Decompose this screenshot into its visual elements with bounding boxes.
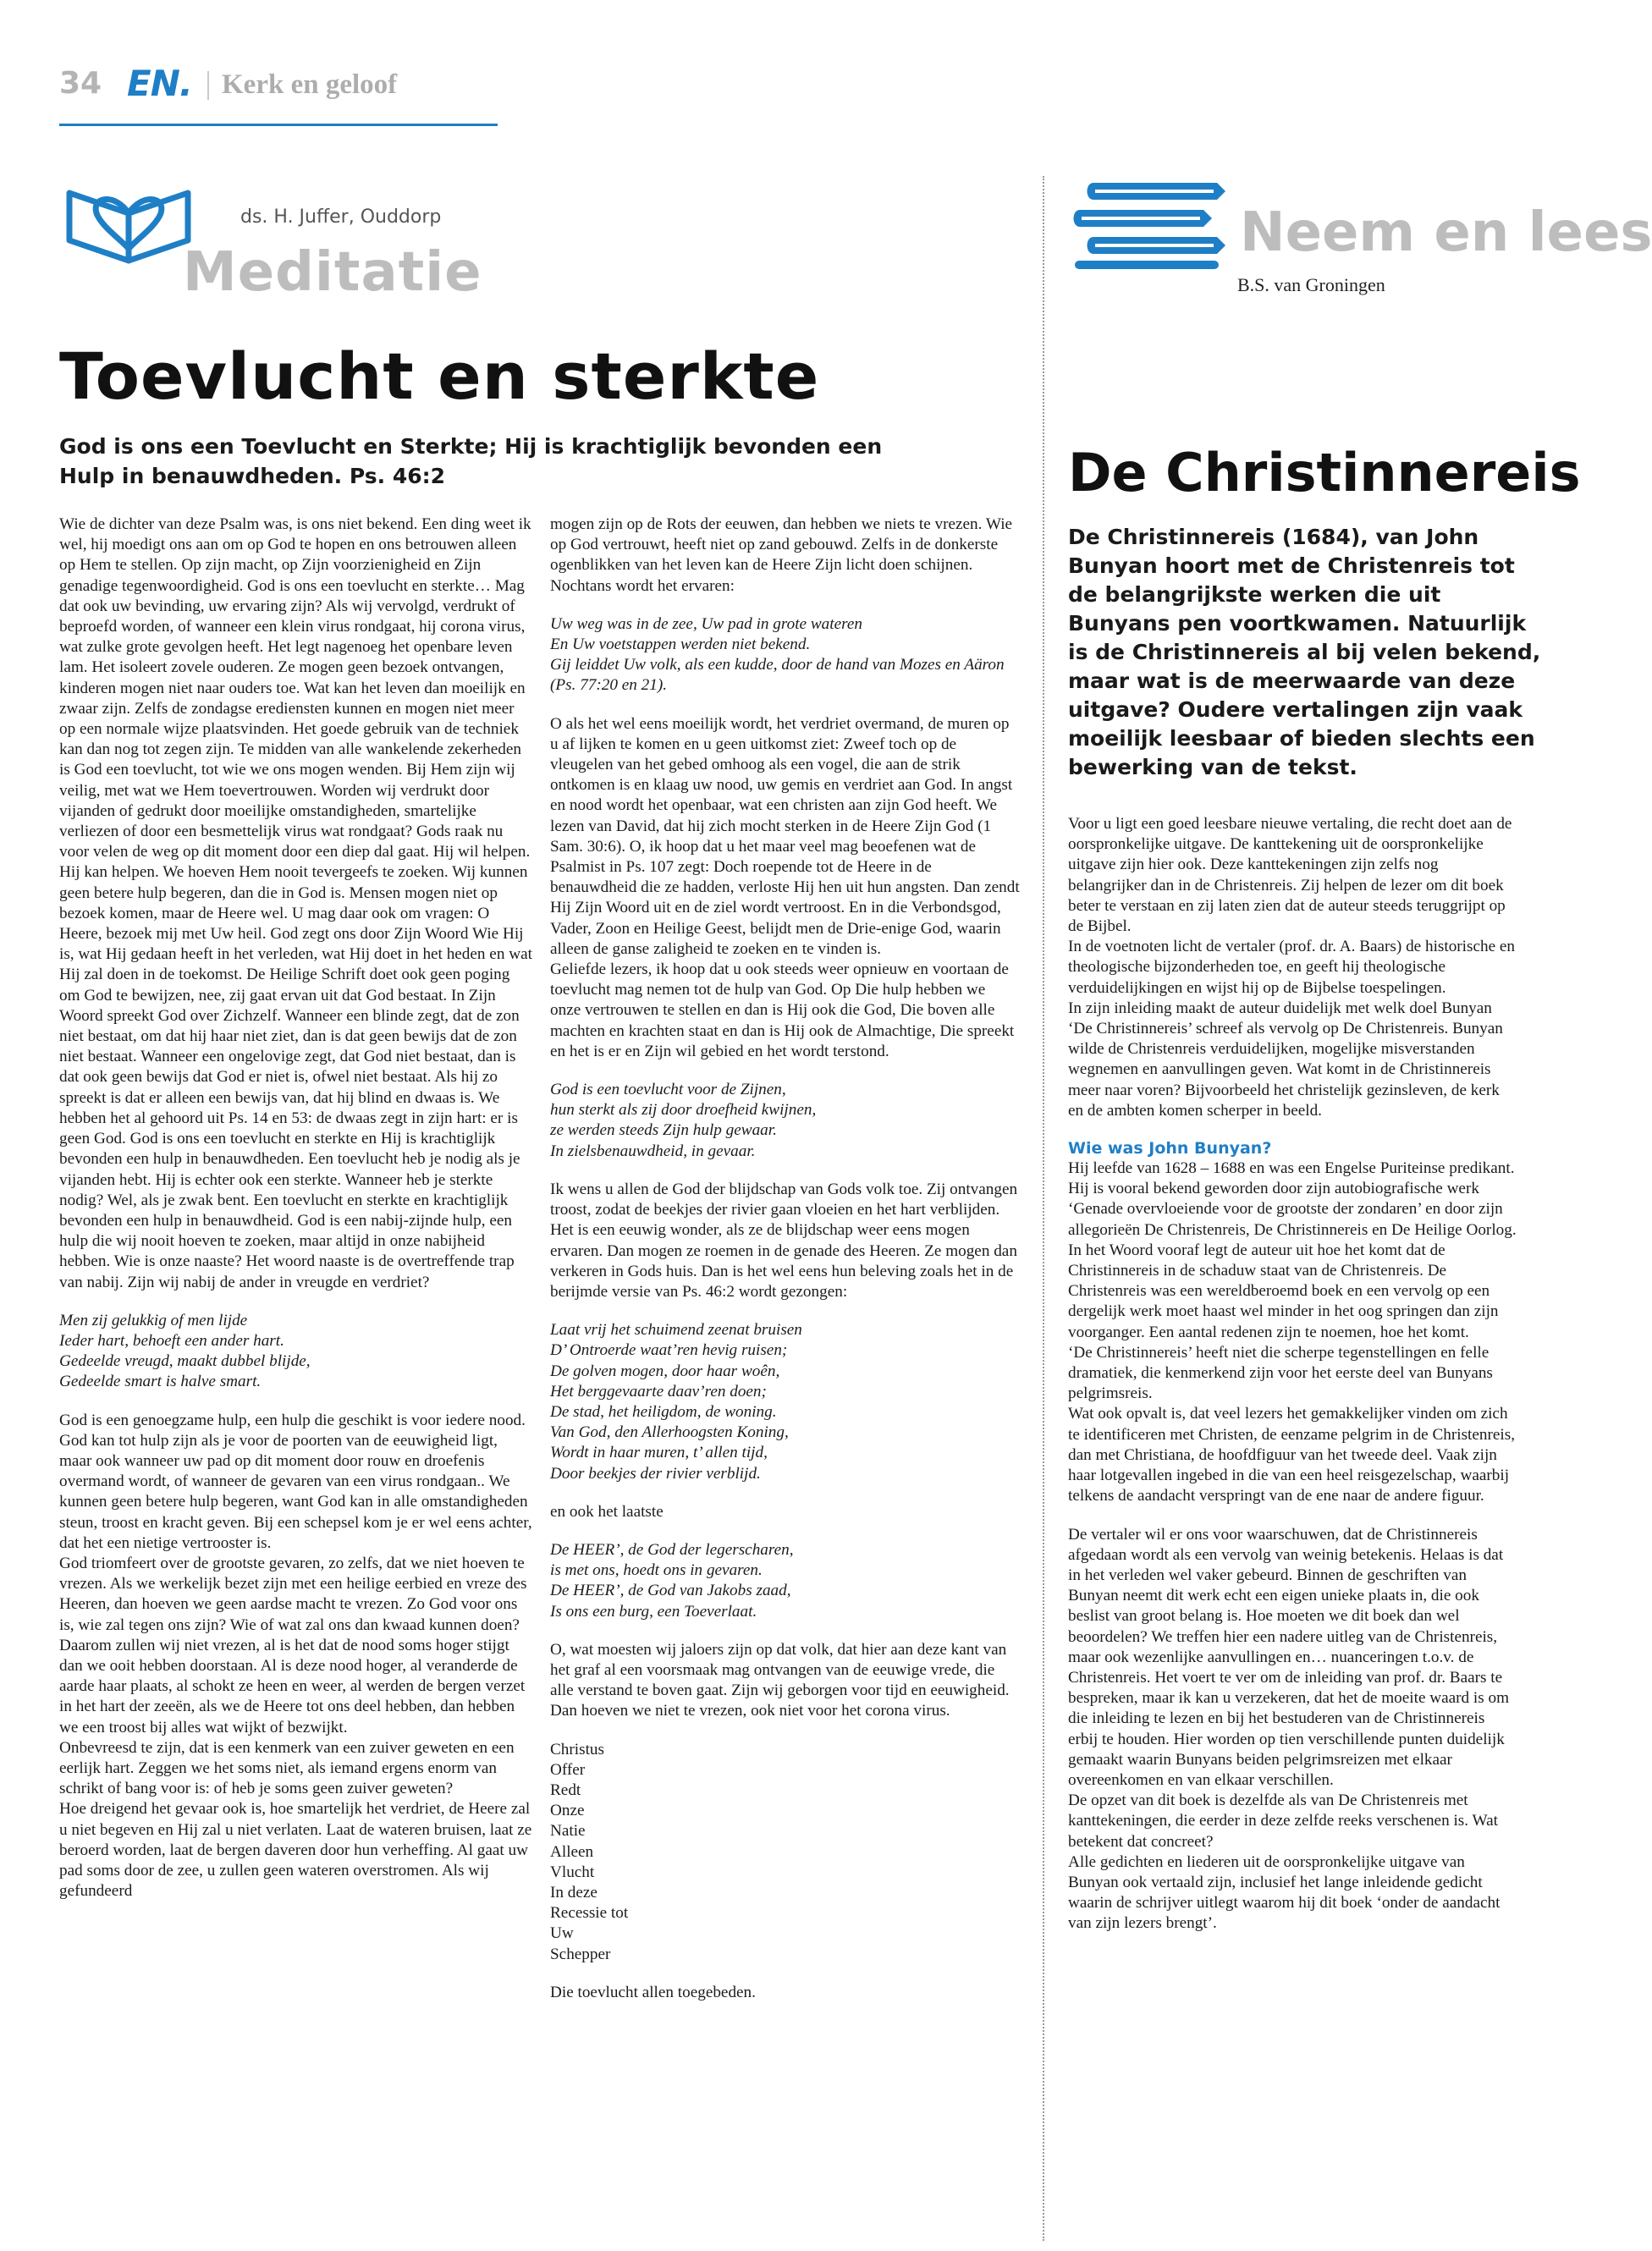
article-intro: De Christinnereis (1684), van John Bunyan hoort met de Christenreis tot de belangrijkste werken die uit Bunyans pen voortkwamen. Natuurlijk is de Christinnereis al bij velen bekend, maar wat is de meerwaarde van deze uitgave? Oudere vertalingen zijn vaak moeilijk leesbaar of bieden slechts een bewerking van de tekst.	[1068, 525, 1541, 779]
psalm-verse: Laat vrij het schuimend zeenat bruisen D’ Ontroerde waat’ren hevig ruisen; De golven mogen, door haar woên, Het berggevaarte daav’ren doen; De stad, het heiligdom, de woning. Van God, den Allerhoogsten Koning, Wordt in haar muren, t’ allen tijd, Door beekjes der rivier verblijd.	[550, 1321, 802, 1483]
paragraph: en ook het laatste	[550, 1502, 664, 1521]
header-separator	[207, 71, 209, 100]
article-title: Toevlucht en sterkte	[59, 338, 820, 414]
header-rule	[59, 124, 498, 126]
paragraph: Wie de dichter van deze Psalm was, is ons niet bekend. Een ding weet ik wel, hij moedigt ons aan om op God te hopen en ons betrouwen alleen op Hem te stellen. Op zijn macht, op Zijn voorzienigheid en Zijn genadige tegenwoordigheid. God is ons een toevlucht en sterkte… Mag dat ook uw bevinding, uw ervaring zijn? Als wij vervolgd, verdrukt of beproefd worden, of wanneer een klein virus rondgaat, hij corona virus, wat zulke grote gevolgen heeft. Het legt nagenoeg het openbare leven lam. Het isoleert zovele ouderen. Ze mogen geen bezoek ontvangen, kinderen mogen niet naar ouders toe. Wat kan het leven dan moeilijk en zwaar zijn. Zelfs de zondagse erediensten kunnen en mogen niet meer op een normale wijze plaatsvinden. Het goede gebruik van de techniek kan dan nog tot zegen zijn. Te midden van alle wankelende zekerheden is God een toevlucht, tot wie we ons mogen wenden. Bij Hem zijn wij veilig, met wat we Hem toevertrouwen. Worden wij verdrukt door vijanden of gedrukt door moeilijke omstandigheden, smartelijke verliezen of door een besmettelijk virus wat rondgaat? Gods raak nu voor velen de weg op dit moment door een diep dal gaat. Hij wil helpen. Hij kan helpen. We hoeven Hem nooit tevergeefs te zoeken. Wij kunnen geen betere hulp begeren, dan die in God is. Mensen mogen niet op bezoek komen, maar de Heere wel. U mag daar ook om vragen: O Heere, bezoek mij met Uw heil. God zegt ons door Zijn Woord Wie Hij is, wat Hij gedaan heeft in het verleden, wat Hij doet in het heden en wat Hij zal doen in de toekomst. De Heilige Schrift doet ook geen poging om God te bewijzen, nee, zij gaat ervan uit dat God bestaat. In Zijn Woord spreekt God over Zichzelf. Wanneer een blinde zegt, dat de zon niet bestaat, om dat hij haar niet ziet, dan is dat geen bewijs dat de zon niet bestaat. Wanneer een ongelovige zegt, dat God niet bestaat, dan is dat ook geen bewijs dat God er niet is, ofwel niet bestaat. Als hij zo spreekt is dat er alleen een bewijs van, dat hij blind en dwaas is. We hebben het al gehoord uit Ps. 14 en 53: de dwaas zegt in zijn hart: er is geen God. God is ons een toevlucht en sterkte en Hij is krachtiglijk bevonden een hulp in benauwdheden. Een toevlucht heb je nodig als je vijanden hebt. Hij is echter ook een sterkte. Wanneer heb je sterkte nodig? Wel, als je zwak bent. Een toevlucht en sterkte en krachtiglijk bevonden een hulp in benauwdheid. God is een nabij-zijnde hulp, een hulp die wij nooit hoeven te zoeken, maar altijd in onze nabijheid hebben. Wie is onze naaste? Het woord naaste is de overtreffende trap van nabij. Zijn wij nabij de ander in vreugde en verdriet?	[59, 515, 532, 1291]
paragraph: Ik wens u allen de God der blijdschap van Gods volk toe. Zij ontvangen troost, zodat de beekjes der rivier gaan vloeien en het hart verblijden. Het is een eeuwig wonder, als ze de blijdschap weer eens mogen ervaren. Dan mogen ze roemen in de genade des Heeren. Ze mogen dan verkeren in Gods huis. Dan is het wel eens hun beleving zoals het in de berijmde versie van Ps. 46:2 wordt gezongen:	[550, 1180, 1018, 1301]
scripture-quote: Uw weg was in de zee, Uw pad in grote wateren En Uw voetstappen werden niet bekend. Gij leiddet Uw volk, als een kudde, door de hand van Mozes en Aäron (Ps. 77:20 en 21).	[550, 614, 1005, 695]
text-column-1	[59, 515, 533, 1902]
category-label: Neem en lees	[1240, 201, 1652, 264]
paragraph: De vertaler wil er ons voor waarschuwen, dat de Christinnereis afgedaan wordt als een vervolg van weinig betekenis. Helaas is dat in het verleden wel vaker gebeurd. Binnen de geschriften van Bunyan neemt dit werk echt een eigen unieke plaats in, die ook beslist van groot belang is. Hoe moeten we dit boek dan wel beoordelen? We treffen hier een nadere uitleg van de Christenreis, maar ook wezenlijke aanvullingen en… nuanceringen t.o.v. de Christenreis. Het voert te ver om de inleiding van prof. dr. Baars te bespreken, maar ik kan u verzekeren, dat het de moeite waard is om die inleiding te lezen en bij het bestuderen van de Christinnereis erbij te houden. Hier worden op tien verschillende punten duidelijk gemaakt waarin Bunyans beiden pelgrimsreizen met elkaar overeenkomen en van elkaar verschillen. De opzet van dit boek is dezelfde als van De Christenreis met kanttekeningen, die eerder in deze zelfde reeks verschenen is. Wat betekent dat concreet? Alle gedichten en liederen uit de oorspronkelijke uitgave van Bunyan ook vertaald zijn, inclusief het lange inleidende gedicht waarin de schrijver uitlegt waarom hij dit boek ‘onder de aandacht van zijn lezers brengt’.	[1068, 1525, 1510, 1933]
psalm-verse: De HEER’, de God der legerscharen, is met ons, hoedt ons in gevaren. De HEER’, de God van Jakobs zaad, Is ons een burg, een Toeverlaat.	[550, 1540, 794, 1621]
en-logo: EN.	[127, 63, 192, 104]
paragraph: O als het wel eens moeilijk wordt, het verdriet overmand, de muren op u af lijken te komen en u geen uitkomst ziet: Zweef toch op de vleugelen van het gebed omhoog als een vogel, die aan de strik ontkomen is en klaag uw nood, uw gemis en verdriet aan God. In angst en nood wordt het openbaar, wat een christen aan zijn God heeft. We lezen van David, dat hij zich mocht sterken in de Heere Zijn God (1 Sam. 30:6). O, ik hoop dat u het maar veel mag beoefenen wat de Psalmist in Ps. 107 zegt: Doch roepende tot de Heere in de benauwdheid die ze hadden, verloste Hij hen uit hun angsten. Dan zendt Hij Zijn Woord uit en de ziel wordt vertroost. En in die Verbondsgod, Vader, Zoon en Heilige Geest, belijdt men de Drie-enige God, waarin alleen de ganse zaligheid te zoeken en te vinden is. Geliefde lezers, ik hoop dat u ook steeds weer opnieuw en voortaan de toevlucht mag nemen tot de hulp van God. Op Die hulp hebben we onze vertrouwen te stellen en dan is Hij ook die God, Die boven alle machten en krachten staat en dan is Hij ook de Almachtige, Die spreekt en het is er en Zijn wil gebied en het wordt terstond.	[550, 714, 1020, 1060]
acrostic: Christus Offer Redt Onze Natie Alleen Vlucht In deze Recessie tot Uw Schepper	[550, 1740, 629, 1963]
paragraph: mogen zijn op de Rots der eeuwen, dan hebben we niets te vrezen. Wie op God vertrouwt, heeft niet op zand gebouwd. Zelfs in de donkerste ogenblikken van het leven kan de Heere Zijn licht doen schijnen. Nochtans wordt het ervaren:	[550, 515, 1013, 595]
closing-line: Die toevlucht allen toegebeden.	[550, 1983, 756, 2001]
paragraph: Voor u ligt een goed leesbare nieuwe vertaling, die recht doet aan de oorspronkelijke uitgave. De kanttekening uit de oorspronkelijke uitgave zijn hier ook. Deze kanttekeningen zijn zelfs nog belangrijker dan in de Christenreis. Zij helpen de lezer om dit boek beter te verstaan en zij laten zien dat de auteur steeds teruggrijpt op de Bijbel. In de voetnoten licht de vertaler (prof. dr. A. Baars) de historische en theologische bijzonderheden toe, en geeft hij theologische verduidelijkingen en wijst hij op de Bijbelse toespelingen. In zijn inleiding maakt de auteur duidelijk met welk doel Bunyan ‘De Christinnereis’ schreef als vervolg op De Christenreis. Bunyan wilde de Christenreis verduidelijken, mogelijke misverstanden wegnemen en aanvullingen geven. Wat komt in de Christinnereis meer naar voren? Bijvoorbeeld het christelijk gezinsleven, de kerk en de ambten komen scherper in beeld.	[1068, 815, 1516, 1120]
article-subtitle: God is ons een Toevlucht en Sterkte; Hij is krachtiglijk bevonden een Hulp in benauwdheden. Ps. 46:2	[59, 434, 883, 488]
poem-stanza: God is een toevlucht voor de Zijnen, hun sterkt als zij door droefheid kwijnen, ze werden steeds Zijn hulp gewaar. In zielsbenauwdheid, in gevaar.	[550, 1081, 817, 1160]
section-name: Kerk en geloof	[222, 69, 398, 100]
text-column-3	[1068, 814, 1518, 1935]
text-column-2	[550, 515, 1020, 2003]
page-number: 34	[59, 66, 102, 101]
poem-stanza: Men zij gelukkig of men lijde Ieder hart, behoeft een ander hart. Gedeelde vreugd, maakt dubbel blijde, Gedeelde smart is halve smart.	[59, 1311, 311, 1391]
article-title: De Christinnereis	[1068, 442, 1581, 504]
category-label: Meditatie	[183, 241, 482, 304]
column-divider	[1043, 176, 1044, 2241]
paragraph: O, wat moesten wij jaloers zijn op dat volk, dat hier aan deze kant van het graf al een voorsmaak mag ontvangen van de eeuwige vrede, die alle verstand te boven gaat. Zijn wij geborgen voor tijd en eeuwigheid. Dan hoeven we niet te vrezen, ook niet voor het corona virus.	[550, 1640, 1010, 1720]
paragraph: God is een genoegzame hulp, een hulp die geschikt is voor iedere nood. God kan tot hulp zijn als je voor de poorten van de eeuwigheid ligt, maar ook wanneer uw pad op dit moment door rouw en droefenis overmand wordt, of wanneer de gevaren van een virus rondgaan.. We kunnen geen betere hulp begeren, want God kan in alle omstandigheden steun, troost en kracht geven. Bij een schepsel kom je er wel eens achter, dat het een nietige vertrooster is. God triomfeert over de grootste gevaren, zo zelfs, dat we niet hoeven te vrezen. Als we werkelijk bezet zijn met een heilige eerbied en vreze des Heeren, dan hoeven we geen aardse macht te vrezen. Zo God voor ons is, wie zal tegen ons zijn? Wie of wat zal ons dan kwaad kunnen doen? Daarom zullen wij niet vrezen, al is het dat de nood soms hoger stijgt dan we ooit hebben doorstaan. Al is deze nood hoger, al veranderde de aarde haar plaats, al schokt ze heen en weer, al werden de bergen verzet in het hart der zeeën, als we de Heere tot ons deel hebben, dan hebben we een troost bij alles wat wijkt of bezwijkt. Onbevreesd te zijn, dat is een kenmerk van een zuiver geweten en een eerlijk hart. Zeggen we het soms niet, als iemand ergens enorm van schrikt of bang voor is: of heb je soms geen zuiver geweten? Hoe dreigend het gevaar ook is, hoe smartelijk het verdriet, de Heere zal u niet begeven en Hij zal u niet verlaten. Laat de wateren bruisen, laat ze beroerd worden, laat de bergen daveren door hun verheffing. Al gaat uw pad soms door de zee, u zullen geen wateren overstromen. Als wij gefundeerd	[59, 1411, 532, 1901]
stacked-books-icon	[1068, 179, 1229, 272]
author-name: B.S. van Groningen	[1237, 274, 1385, 295]
author-name: ds. H. Juffer, Ouddorp	[240, 206, 442, 228]
open-book-heart-icon	[61, 176, 196, 269]
paragraph: Hij leefde van 1628 – 1688 en was een Engelse Puriteinse predikant. Hij is vooral bekend geworden door zijn autobiografische werk ‘Genade overvloeiende voor de grootste der zondaren’ en door zijn allegorieën De Christenreis, De Christinnereis en De Heilige Oorlog. In het Woord vooraf legt de auteur uit hoe het komt dat de Christinnereis in de schaduw staat van de Christenreis. De Christenreis was een wereldberoemd boek en een vervolg op een dergelijk werk moet haast wel minder in het oog springen dan zijn voorganger. Een aantal redenen zijn te noemen, hoe het komt. ‘De Christinnereis’ heeft niet die scherpe tegenstellingen en felle dramatiek, die kenmerkend zijn voor het eerste deel van Bunyans pelgrimsreis. Wat ook opvalt is, dat veel lezers het gemakkelijker vinden om zich te identificeren met Christen, de eenzame pelgrim in de Christenreis, dan met Christiana, de hoofdfiguur van het tweede deel. Vaak zijn haar lotgevallen ingebed in die van een heel reisgezelschap, waarbij telkens de aandacht verspringt van de ene naar de andere figuur.	[1068, 1159, 1517, 1505]
subheading: Wie was John Bunyan?	[1068, 1139, 1272, 1159]
